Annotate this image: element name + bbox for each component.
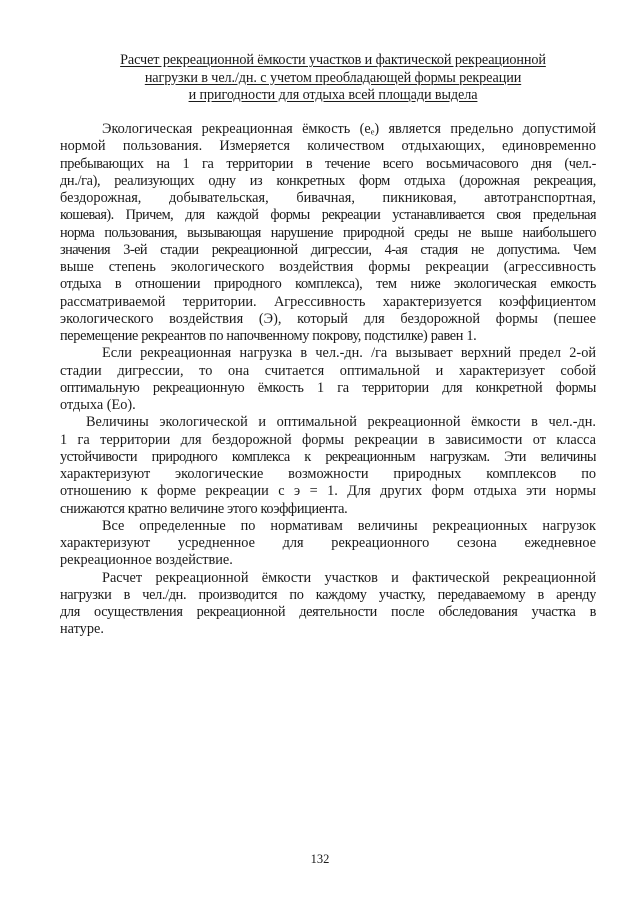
text-line: Расчет рекреационной ёмкости участков и фактической рекреационной bbox=[102, 569, 596, 586]
text-line: Если рекреационная нагрузка в чел.-дн. /га вызывает верхний предел 2-ой bbox=[102, 345, 596, 362]
title-line: Расчет рекреационной ёмкости участков и фактической рекреационной bbox=[120, 52, 546, 68]
text-line: бездорожная, добывательская, бивачная, пикниковая, автотранспортная, bbox=[60, 190, 596, 206]
text-line: характеризуют усредненное для рекреационного сезона ежедневное bbox=[60, 535, 596, 551]
text-line: нагрузки в чел./дн. производится по каждому участку, передаваемому в аренду bbox=[60, 586, 596, 603]
text-line: Величины экологической и оптимальной рекреационной ёмкости в чел.-дн. bbox=[86, 414, 596, 431]
text-line: Все определенные по нормативам величины рекреационных нагрузок bbox=[102, 517, 596, 534]
text-line: рассматриваемой территории. Агрессивность характеризуется коэффициентом bbox=[60, 293, 596, 310]
text-line: нормой пользования. Измеряется количеством отдыхающих, единовременно bbox=[60, 138, 596, 155]
text-line: стадии дигрессии, то она считается оптимальной и характеризует собой bbox=[60, 362, 596, 379]
text-line: выше степень экологического воздействия формы рекреации (агрессивность bbox=[60, 259, 596, 275]
paragraph-ecological-capacity bbox=[60, 121, 596, 345]
text-line: кошевая). Причем, для каждой формы рекреации устанавливается своя предельная bbox=[60, 207, 596, 224]
text-line: характеризуют экологические возможности природных комплексов по bbox=[60, 466, 596, 482]
paragraph-normative-loads bbox=[60, 518, 596, 570]
paragraph-capacity-values bbox=[60, 414, 596, 518]
text-line: оптимальную рекреационную ёмкость 1 га территории для конкретной формы bbox=[60, 379, 596, 396]
text-line: устойчивости природного комплекса к рекреационным нагрузкам. Эти величины bbox=[60, 448, 596, 465]
text-line: значения 3-ей стадии рекреационной дигрессии, 4-ая стадия не допустима. Чем bbox=[60, 241, 596, 258]
page-number: 132 bbox=[310, 852, 330, 866]
section-title bbox=[60, 52, 606, 105]
text-line: отдыха (Ео). bbox=[60, 397, 136, 413]
text-line: отношению к форме рекреации с э = 1. Для других форм отдыха эти нормы bbox=[60, 483, 596, 500]
text-line: снижаются кратно величине этого коэффициента. bbox=[60, 500, 348, 517]
paragraph-calculation bbox=[60, 570, 596, 639]
body-text bbox=[60, 121, 596, 639]
text-line: пребывающих на 1 га территории в течение всего восьмичасового дня (чел.- bbox=[60, 155, 596, 172]
text-line: экологического воздействия (Э), который для бездорожной формы (пешее bbox=[60, 310, 596, 327]
paragraph-optimal-capacity bbox=[60, 345, 596, 414]
text-line: рекреационное воздействие. bbox=[60, 552, 233, 569]
text-line: норма пользования, вызывающая нарушение природной среды не выше наибольшего bbox=[60, 224, 596, 241]
text-line: для осуществления рекреационной деятельности после обследования участка в bbox=[60, 604, 596, 620]
text-line: натуре. bbox=[60, 621, 104, 638]
title-line: и пригодности для отдыха всей площади выдела bbox=[188, 87, 478, 103]
text-line: перемещение рекреантов по напочвенному покрову, подстилке) равен 1. bbox=[60, 328, 477, 344]
text-line: Экологическая рекреационная ёмкость (eₑ) является предельно допустимой bbox=[102, 121, 596, 137]
title-line: нагрузки в чел./дн. с учетом преобладающей формы рекреации bbox=[144, 69, 522, 86]
text-line: дн./га), реализующих одну из конкретных форм отдыха (дорожная рекреация, bbox=[60, 172, 596, 189]
text-line: отдыха в отношении природного комплекса), тем ниже экологическая емкость bbox=[60, 276, 596, 293]
text-line: 1 га территории для бездорожной формы рекреации в зависимости от класса bbox=[60, 431, 596, 448]
